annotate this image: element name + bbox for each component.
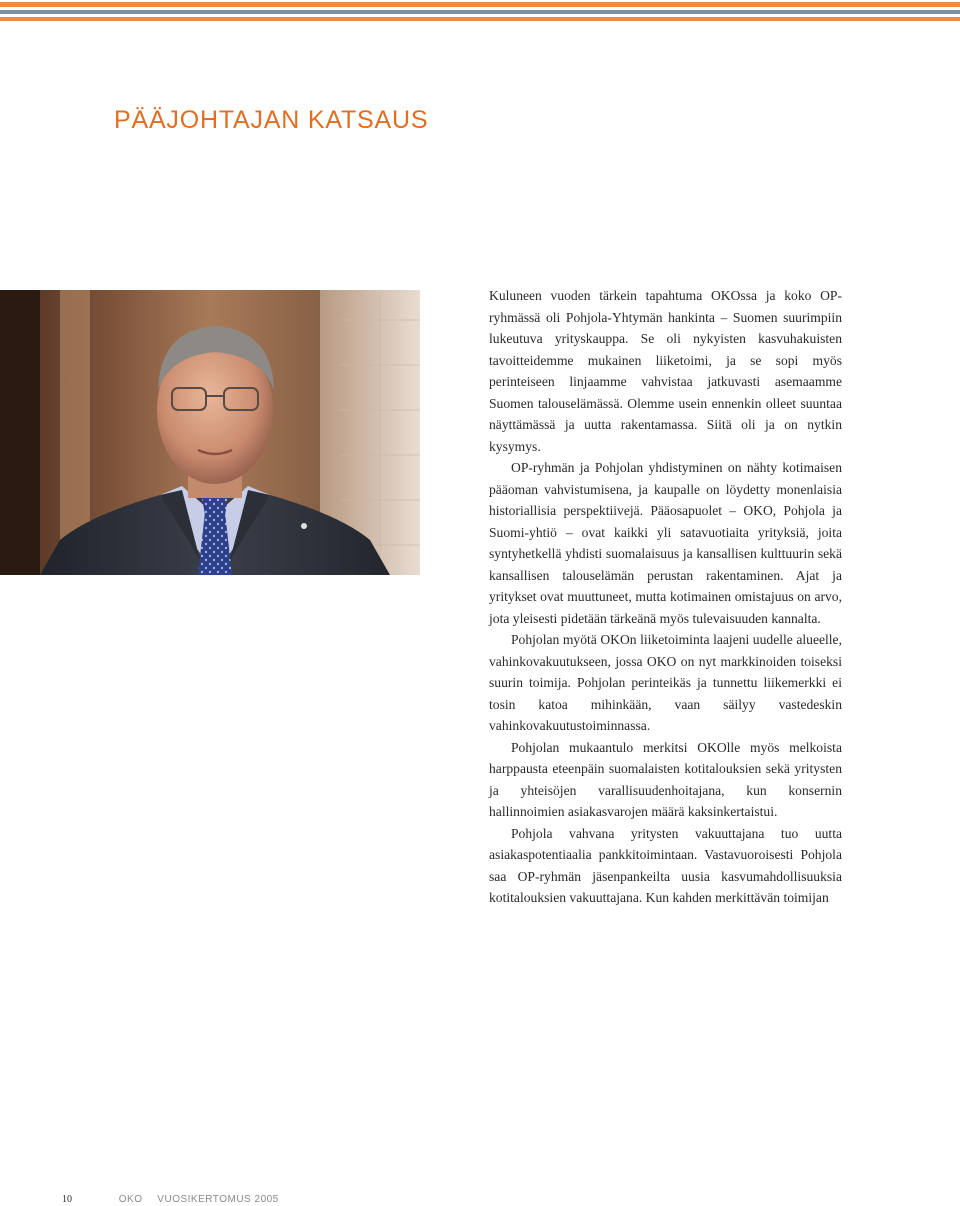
- footer-publication: VUOSIKERTOMUS 2005: [157, 1194, 279, 1205]
- stripe-middle: [0, 10, 960, 14]
- stripe-top: [0, 2, 960, 7]
- footer-brand: OKO: [118, 1194, 143, 1205]
- page-footer: [62, 1194, 279, 1205]
- paragraph-2: OP-ryhmän ja Pohjolan yhdistyminen on nähty kotimaisen pääoman vahvistumisena, ja kaupalle on löydetty monenlaisia historiallisia perspektiivejä. Pääosapuolet – OKO, Pohjola ja Suomi-yhtiö – ovat kaikki yli satavuotiaita yrityksiä, joita syntyhetkellä yhdisti suomalaisuus ja kansallisen kulttuurin sekä kansallisen talouselämän perustan rakentaminen. Ajat ja yritykset ovat muuttuneet, mutta kotimainen omistajuus on arvo, jota yleisesti pidetään tärkeänä myös tulevaisuuden kannalta.: [489, 460, 842, 626]
- stripe-bottom: [0, 17, 960, 21]
- portrait-photo: [0, 290, 420, 575]
- article-body: [489, 285, 842, 909]
- page-title: PÄÄJOHTAJAN KATSAUS: [114, 106, 429, 134]
- paragraph-1: Kuluneen vuoden tärkein tapahtuma OKOssa ja koko OP-ryhmässä oli Pohjola-Yhtymän hankinta – Suomen suurimpiin lukeutuva yrityskauppa. Se oli nykyisten kasvuhakuisten tavoitteidemme mukainen liiketoimi, ja se sopi myös perinteiseen linjaamme vahvistaa jatkuvasti asemaamme Suomen talouselämässä. Olemme usein ennenkin olleet suuntaa näyttämässä ja uutta rakentamassa. Siitä oli ja on nytkin kysymys.: [489, 288, 842, 454]
- paragraph-5: Pohjola vahvana yritysten vakuuttajana tuo uutta asiakaspotentiaalia pankkitoimintaan. Vastavuoroisesti Pohjola saa OP-ryhmän jäsenpankeilta uusia kasvumahdollisuuksia kotitalouksien vakuuttajana. Kun kahden merkittävän toimijan: [489, 825, 842, 905]
- page-number: 10: [62, 1194, 72, 1205]
- paragraph-3: Pohjolan myötä OKOn liiketoiminta laajeni uudelle alueelle, vahinkovakuutukseen, jossa OKO on nyt markkinoiden toiseksi suurin toimija. Pohjolan perinteikäs ja tunnettu liikemerkki ei tosin katoa mihinkään, vaan säilyy vastedeskin vahinkovakuutustoiminnassa.: [489, 632, 842, 733]
- paragraph-4: Pohjolan mukaantulo merkitsi OKOlle myös melkoista harppausta eteenpäin suomalaisten kotitalouksien sekä yritysten ja yhteisöjen varallisuudenhoitajana, kun konsernin hallinnoimien asiakasvarojen määrä kaksinkertaistui.: [489, 739, 842, 819]
